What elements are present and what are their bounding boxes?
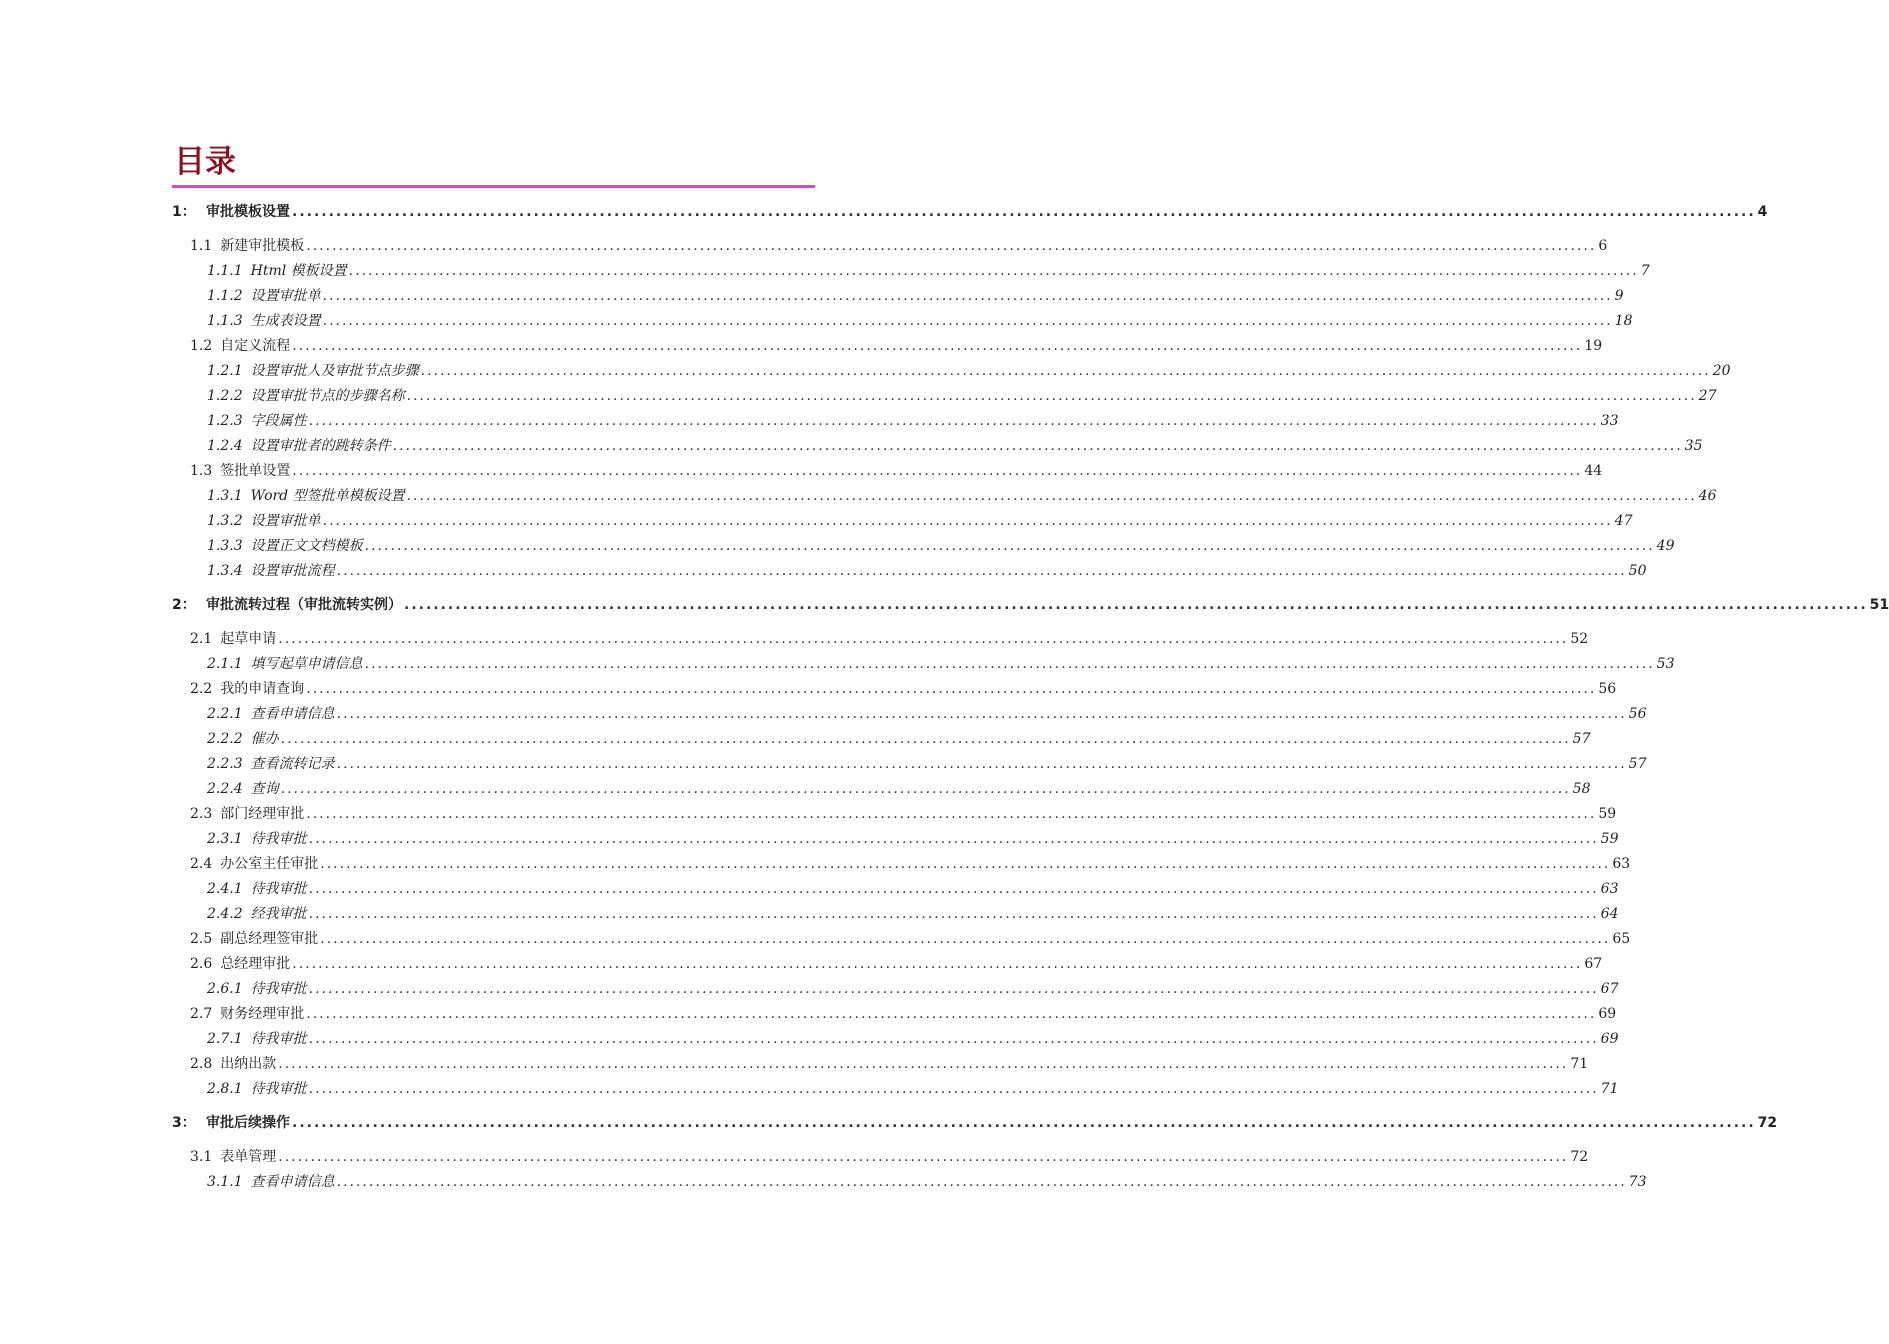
toc-entry-number: 1.3.2 bbox=[207, 513, 243, 529]
toc-entry-number: 1.3 bbox=[190, 463, 213, 479]
toc-dot-leader: ........................................................................................................................................................................................................ bbox=[308, 413, 1599, 429]
toc-entry-label bbox=[207, 1170, 335, 1194]
toc-page-number: 57 bbox=[1572, 731, 1591, 747]
toc-entry[interactable] bbox=[207, 877, 1619, 901]
toc-entry-text: 经我审批 bbox=[250, 906, 307, 922]
toc-entry[interactable] bbox=[207, 752, 1647, 776]
toc-entry[interactable] bbox=[190, 1002, 1617, 1026]
toc-dot-leader: ........................................................................................................................................................................................................ bbox=[392, 438, 1683, 454]
toc-entry[interactable] bbox=[207, 484, 1717, 508]
toc-entry-text: 设置审批节点的步骤名称 bbox=[250, 388, 405, 404]
toc-page-number: 63 bbox=[1600, 881, 1619, 897]
toc-page-number: 20 bbox=[1712, 363, 1731, 379]
toc-entry-label bbox=[190, 852, 318, 876]
toc-entry-number: 1.3.3 bbox=[207, 538, 243, 554]
toc-entry-label bbox=[207, 877, 307, 901]
toc-entry-text: 起草申请 bbox=[220, 631, 277, 647]
toc-page-number: 58 bbox=[1572, 781, 1591, 797]
toc-dot-leader: ........................................................................................................................................................................................................ bbox=[364, 538, 1655, 554]
toc-entry-number: 2.6 bbox=[190, 956, 213, 972]
toc-entry-number: 2.5 bbox=[190, 931, 213, 947]
toc-entry-number: 2.2.3 bbox=[207, 756, 243, 772]
toc-entry-label bbox=[172, 593, 402, 617]
toc-entry-text: 设置审批单 bbox=[250, 288, 321, 304]
toc-entry-text: 总经理审批 bbox=[220, 956, 291, 972]
toc-page-number: 56 bbox=[1628, 706, 1647, 722]
toc-dot-leader: ........................................................................................................................................................................................................ bbox=[278, 631, 1569, 647]
toc-entry[interactable] bbox=[190, 927, 1631, 951]
toc-dot-leader: ........................................................................................................................................................................................................ bbox=[306, 238, 1597, 254]
toc-dot-leader: ........................................................................................................................................................................................................ bbox=[406, 388, 1697, 404]
toc-page-number: 4 bbox=[1757, 204, 1768, 220]
toc-entry-text: 查看申请信息 bbox=[250, 1174, 335, 1190]
toc-entry[interactable] bbox=[190, 334, 1603, 358]
toc-dot-leader: ........................................................................................................................................................................................................ bbox=[292, 204, 1756, 220]
toc-entry-text: 设置审批流程 bbox=[250, 563, 335, 579]
toc-page-number: 27 bbox=[1698, 388, 1717, 404]
toc-entry-text: 自定义流程 bbox=[220, 338, 291, 354]
toc-page-number: 18 bbox=[1614, 313, 1633, 329]
toc-entry[interactable] bbox=[172, 200, 1768, 224]
toc-page-number: 51 bbox=[1869, 597, 1889, 613]
toc-entry-text: 待我审批 bbox=[250, 1031, 307, 1047]
toc-dot-leader: ........................................................................................................................................................................................................ bbox=[278, 1056, 1569, 1072]
toc-entry[interactable] bbox=[207, 534, 1675, 558]
toc-entry-text: 查看申请信息 bbox=[250, 706, 335, 722]
toc-entry[interactable] bbox=[207, 1077, 1619, 1101]
toc-entry[interactable] bbox=[207, 1027, 1619, 1051]
toc-dot-leader: ........................................................................................................................................................................................................ bbox=[336, 756, 1627, 772]
toc-entry-label bbox=[207, 384, 405, 408]
toc-entry-label bbox=[172, 200, 290, 224]
toc-entry-label bbox=[190, 459, 290, 483]
toc-dot-leader: ........................................................................................................................................................................................................ bbox=[308, 1081, 1599, 1097]
toc-entry[interactable] bbox=[207, 727, 1591, 751]
toc-entry-label bbox=[207, 902, 307, 926]
toc-entry-number: 3： bbox=[172, 1115, 196, 1131]
toc-page-number: 73 bbox=[1628, 1174, 1647, 1190]
toc-dot-leader: ........................................................................................................................................................................................................ bbox=[308, 881, 1599, 897]
toc-entry-text: 办公室主任审批 bbox=[220, 856, 319, 872]
toc-dot-leader: ........................................................................................................................................................................................................ bbox=[404, 597, 1868, 613]
toc-dot-leader: ........................................................................................................................................................................................................ bbox=[278, 1149, 1569, 1165]
toc-entry-text: 财务经理审批 bbox=[220, 1006, 305, 1022]
toc-page-number: 59 bbox=[1598, 806, 1617, 822]
toc-dot-leader: ........................................................................................................................................................................................................ bbox=[322, 313, 1613, 329]
toc-entry[interactable] bbox=[190, 802, 1617, 826]
toc-dot-leader: ........................................................................................................................................................................................................ bbox=[292, 338, 1583, 354]
toc-entry[interactable] bbox=[190, 852, 1631, 876]
toc-entry[interactable] bbox=[190, 459, 1603, 483]
toc-entry-label bbox=[207, 409, 307, 433]
toc-entry-number: 1： bbox=[172, 204, 196, 220]
toc-page-number: 50 bbox=[1628, 563, 1647, 579]
toc-entry[interactable] bbox=[207, 434, 1703, 458]
toc-entry-number: 1.1.3 bbox=[207, 313, 243, 329]
toc-page-number: 9 bbox=[1614, 288, 1624, 304]
toc-entry-label bbox=[207, 652, 363, 676]
toc-entry-number: 2.2 bbox=[190, 681, 213, 697]
toc-dot-leader: ........................................................................................................................................................................................................ bbox=[306, 681, 1597, 697]
toc-entry[interactable] bbox=[207, 509, 1633, 533]
toc-entry-label bbox=[190, 952, 290, 976]
toc-entry-label bbox=[207, 702, 335, 726]
toc-entry-text: 部门经理审批 bbox=[220, 806, 305, 822]
toc-entry-text: 待我审批 bbox=[250, 831, 307, 847]
toc-entry-number: 1.3.1 bbox=[207, 488, 243, 504]
toc-entry-text: 我的申请查询 bbox=[220, 681, 305, 697]
title-rule bbox=[172, 185, 815, 188]
toc-dot-leader: ........................................................................................................................................................................................................ bbox=[292, 1115, 1756, 1131]
toc-entry-number: 2.2.1 bbox=[207, 706, 243, 722]
toc-dot-leader: ........................................................................................................................................................................................................ bbox=[336, 706, 1627, 722]
toc-dot-leader: ........................................................................................................................................................................................................ bbox=[308, 831, 1599, 847]
toc-page-number: 6 bbox=[1598, 238, 1608, 254]
toc-entry-label bbox=[190, 927, 318, 951]
toc-page-number: 63 bbox=[1612, 856, 1631, 872]
toc-page-number: 71 bbox=[1600, 1081, 1619, 1097]
toc-entry-number: 2.3 bbox=[190, 806, 213, 822]
toc-entry-number: 1.1.2 bbox=[207, 288, 243, 304]
toc-entry[interactable] bbox=[207, 777, 1591, 801]
toc-page-number: 69 bbox=[1598, 1006, 1617, 1022]
toc-dot-leader: ........................................................................................................................................................................................................ bbox=[292, 956, 1583, 972]
toc-entry-text: 填写起草申请信息 bbox=[250, 656, 363, 672]
toc-entry-label bbox=[190, 802, 304, 826]
toc-entry-label bbox=[207, 777, 279, 801]
toc-entry[interactable] bbox=[207, 284, 1624, 308]
toc-entry-label bbox=[172, 1111, 290, 1135]
toc-dot-leader: ........................................................................................................................................................................................................ bbox=[292, 463, 1583, 479]
toc-entry-text: 设置审批者的跳转条件 bbox=[250, 438, 391, 454]
toc-entry-number: 2.6.1 bbox=[207, 981, 243, 997]
toc-page-number: 69 bbox=[1600, 1031, 1619, 1047]
toc-entry-number: 2.2.2 bbox=[207, 731, 243, 747]
toc-entry-label bbox=[190, 334, 290, 358]
toc-entry-label bbox=[207, 1077, 307, 1101]
toc-entry[interactable] bbox=[190, 234, 1608, 258]
toc-entry-number: 3.1 bbox=[190, 1149, 213, 1165]
toc-entry-number: 2.3.1 bbox=[207, 831, 243, 847]
toc-entry[interactable] bbox=[207, 359, 1731, 383]
toc-entry-label bbox=[207, 259, 347, 283]
toc-page-number: 49 bbox=[1656, 538, 1675, 554]
toc-entry-number: 2.7.1 bbox=[207, 1031, 243, 1047]
toc-entry-text: 待我审批 bbox=[250, 1081, 307, 1097]
toc-entry-number: 2.2.4 bbox=[207, 781, 243, 797]
toc-entry-number: 1.2.1 bbox=[207, 363, 243, 379]
toc-entry-number: 3.1.1 bbox=[207, 1174, 243, 1190]
toc-page-number: 72 bbox=[1757, 1115, 1778, 1131]
toc-dot-leader: ........................................................................................................................................................................................................ bbox=[322, 288, 1613, 304]
toc-entry-label bbox=[207, 309, 321, 333]
toc-entry-text: 查询 bbox=[250, 781, 279, 797]
toc-entry-label bbox=[190, 1052, 276, 1076]
toc-entry[interactable] bbox=[207, 559, 1647, 583]
toc-dot-leader: ........................................................................................................................................................................................................ bbox=[320, 931, 1611, 947]
toc-page-number: 59 bbox=[1600, 831, 1619, 847]
toc-entry-text: Word 型签批单模板设置 bbox=[250, 488, 405, 504]
page-title: 目录 bbox=[174, 144, 236, 180]
toc-dot-leader: ........................................................................................................................................................................................................ bbox=[322, 513, 1613, 529]
toc-entry-label bbox=[207, 509, 321, 533]
toc-page-number: 53 bbox=[1656, 656, 1675, 672]
toc-entry-label bbox=[207, 1027, 307, 1051]
toc-entry-text: 审批后续操作 bbox=[206, 1115, 290, 1131]
toc-entry[interactable] bbox=[190, 677, 1617, 701]
toc-entry[interactable] bbox=[207, 652, 1675, 676]
toc-entry-label bbox=[190, 627, 276, 651]
toc-entry-label bbox=[207, 727, 279, 751]
toc-page-number: 46 bbox=[1698, 488, 1717, 504]
toc-page-number: 44 bbox=[1584, 463, 1603, 479]
toc-page-number: 19 bbox=[1584, 338, 1603, 354]
toc-page-number: 65 bbox=[1612, 931, 1631, 947]
toc-entry[interactable] bbox=[207, 409, 1619, 433]
toc-entry-text: 签批单设置 bbox=[220, 463, 291, 479]
toc-page-number: 52 bbox=[1570, 631, 1589, 647]
toc-dot-leader: ........................................................................................................................................................................................................ bbox=[406, 488, 1697, 504]
toc-page-number: 67 bbox=[1584, 956, 1603, 972]
toc-dot-leader: ........................................................................................................................................................................................................ bbox=[308, 981, 1599, 997]
toc-entry-number: 2.7 bbox=[190, 1006, 213, 1022]
toc-entry-number: 2.4 bbox=[190, 856, 213, 872]
toc-page-number: 56 bbox=[1598, 681, 1617, 697]
toc-entry-label bbox=[207, 752, 335, 776]
toc-entry-text: 副总经理签审批 bbox=[220, 931, 319, 947]
toc-page-number: 72 bbox=[1570, 1149, 1589, 1165]
toc-entry[interactable] bbox=[190, 627, 1589, 651]
toc-dot-leader: ........................................................................................................................................................................................................ bbox=[306, 1006, 1597, 1022]
toc-entry-text: 出纳出款 bbox=[220, 1056, 277, 1072]
toc-entry-text: 催办 bbox=[250, 731, 279, 747]
toc-entry-label bbox=[190, 234, 304, 258]
toc-page-number: 35 bbox=[1684, 438, 1703, 454]
toc-entry-text: 审批模板设置 bbox=[206, 204, 290, 220]
toc-dot-leader: ........................................................................................................................................................................................................ bbox=[280, 781, 1571, 797]
toc-entry[interactable] bbox=[207, 702, 1647, 726]
toc-entry[interactable] bbox=[207, 309, 1633, 333]
toc-dot-leader: ........................................................................................................................................................................................................ bbox=[336, 563, 1627, 579]
toc-entry[interactable] bbox=[207, 1170, 1647, 1194]
toc-entry-number: 2.1 bbox=[190, 631, 213, 647]
toc-entry-number: 1.2.2 bbox=[207, 388, 243, 404]
toc-entry-label bbox=[207, 534, 363, 558]
toc-entry-number: 2.4.1 bbox=[207, 881, 243, 897]
toc-entry-label bbox=[207, 434, 391, 458]
toc-entry-number: 2.8 bbox=[190, 1056, 213, 1072]
toc-entry[interactable] bbox=[207, 259, 1650, 283]
toc-entry-number: 1.1.1 bbox=[207, 263, 243, 279]
toc-entry[interactable] bbox=[190, 1145, 1589, 1169]
toc-entry-number: 1.2 bbox=[190, 338, 213, 354]
toc-entry-label bbox=[207, 827, 307, 851]
toc-entry-label bbox=[207, 559, 335, 583]
toc-entry[interactable] bbox=[207, 384, 1717, 408]
toc-entry-label bbox=[190, 1002, 304, 1026]
toc-entry-number: 2.1.1 bbox=[207, 656, 243, 672]
toc-dot-leader: ........................................................................................................................................................................................................ bbox=[420, 363, 1711, 379]
toc-entry-number: 1.2.3 bbox=[207, 413, 243, 429]
toc-entry-number: 2： bbox=[172, 597, 196, 613]
toc-dot-leader: ........................................................................................................................................................................................................ bbox=[364, 656, 1655, 672]
toc-entry-label bbox=[207, 484, 405, 508]
toc-entry-text: 表单管理 bbox=[220, 1149, 277, 1165]
toc-entry-number: 1.3.4 bbox=[207, 563, 243, 579]
toc-dot-leader: ........................................................................................................................................................................................................ bbox=[306, 806, 1597, 822]
toc-entry-label bbox=[207, 977, 307, 1001]
toc-entry[interactable] bbox=[172, 1111, 1778, 1135]
toc-entry[interactable] bbox=[172, 593, 1889, 617]
toc-entry-number: 2.8.1 bbox=[207, 1081, 243, 1097]
toc-entry-label bbox=[190, 1145, 276, 1169]
toc-entry[interactable] bbox=[207, 902, 1619, 926]
toc-page-number: 64 bbox=[1600, 906, 1619, 922]
toc-dot-leader: ........................................................................................................................................................................................................ bbox=[348, 263, 1639, 279]
toc-page-number: 7 bbox=[1640, 263, 1650, 279]
toc-entry[interactable] bbox=[207, 977, 1619, 1001]
toc-entry-label bbox=[190, 677, 304, 701]
toc-dot-leader: ........................................................................................................................................................................................................ bbox=[280, 731, 1571, 747]
toc-entry-text: 设置审批单 bbox=[250, 513, 321, 529]
toc-entry-label bbox=[207, 284, 321, 308]
toc-entry-number: 1.2.4 bbox=[207, 438, 243, 454]
toc-entry-number: 1.1 bbox=[190, 238, 213, 254]
toc-entry-text: 设置审批人及审批节点步骤 bbox=[250, 363, 419, 379]
toc-entry[interactable] bbox=[190, 952, 1603, 976]
toc-dot-leader: ........................................................................................................................................................................................................ bbox=[308, 1031, 1599, 1047]
toc-dot-leader: ........................................................................................................................................................................................................ bbox=[336, 1174, 1627, 1190]
toc-dot-leader: ........................................................................................................................................................................................................ bbox=[320, 856, 1611, 872]
toc-page-number: 33 bbox=[1600, 413, 1619, 429]
toc-dot-leader: ........................................................................................................................................................................................................ bbox=[308, 906, 1599, 922]
toc-entry-text: 字段属性 bbox=[250, 413, 307, 429]
toc-entry-text: 设置正文文档模板 bbox=[250, 538, 363, 554]
toc-entry-text: 待我审批 bbox=[250, 981, 307, 997]
toc-entry-text: 查看流转记录 bbox=[250, 756, 335, 772]
toc-entry-text: 生成表设置 bbox=[250, 313, 321, 329]
toc-entry[interactable] bbox=[190, 1052, 1589, 1076]
toc-entry-number: 2.4.2 bbox=[207, 906, 243, 922]
toc-page-number: 47 bbox=[1614, 513, 1633, 529]
toc-page-number: 57 bbox=[1628, 756, 1647, 772]
toc-entry[interactable] bbox=[207, 827, 1619, 851]
toc-entry-text: Html 模板设置 bbox=[250, 263, 347, 279]
toc-entry-text: 审批流转过程（审批流转实例） bbox=[206, 597, 402, 613]
toc-entry-text: 新建审批模板 bbox=[220, 238, 305, 254]
toc-entry-label bbox=[207, 359, 419, 383]
toc-entry-text: 待我审批 bbox=[250, 881, 307, 897]
toc-page-number: 71 bbox=[1570, 1056, 1589, 1072]
toc-page-number: 67 bbox=[1600, 981, 1619, 997]
